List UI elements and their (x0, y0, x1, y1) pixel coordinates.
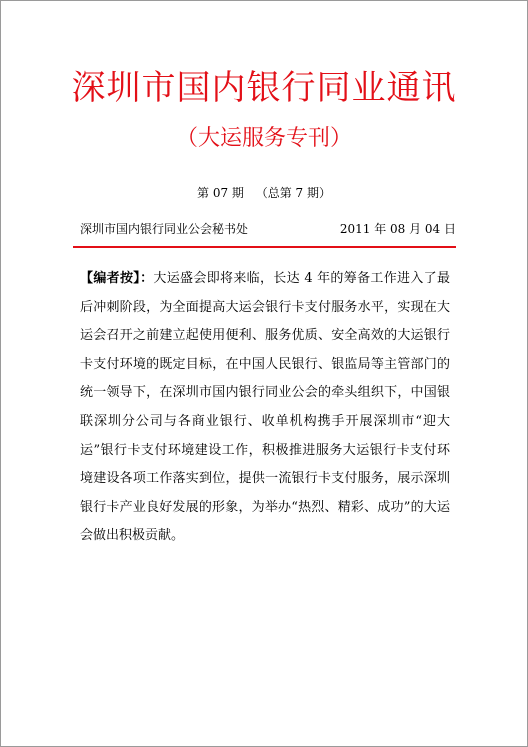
editor-note (80, 265, 450, 551)
red-divider-rule (73, 246, 456, 248)
masthead-subtitle: （大运服务专刊） (175, 126, 352, 151)
masthead-title: 深圳市国内银行同业通讯 (71, 68, 457, 108)
editor-note-body: 大运盛会即将来临，长达 4 年的筹备工作进入了最后冲刺阶段，为全面提高大运会银行卡支付服务水平，实现在大运会召开之前建立起使用便利、服务优质、安全高效的大运银行卡支付环境的既定目标，在中国人民银行、银监局等主管部门的统一领导下，在深圳市国内银行同业公会的牵头组织下，中国银联深圳分公司与各商业银行、收单机构携手开展深圳市“迎大运”银行卡支付环境建设工作，积极推进服务大运银行卡支付环境建设各项工作落实到位，提供一流银行卡支付服务，展示深圳银行卡产业良好发展的形象，为举办“热烈、精彩、成功”的大运会做出积极贡献。 (80, 271, 450, 544)
publisher-name: 深圳市国内银行同业公会秘书处 (80, 222, 249, 236)
issue-number: 第 07 期 (197, 186, 244, 200)
publish-date: 2011 年 08 月 04 日 (339, 222, 456, 236)
issue-line (0, 184, 528, 202)
total-issue-number: （总第 7 期） (255, 186, 331, 200)
editor-note-label: 【编者按】： (80, 271, 154, 286)
publisher-row (80, 220, 456, 238)
